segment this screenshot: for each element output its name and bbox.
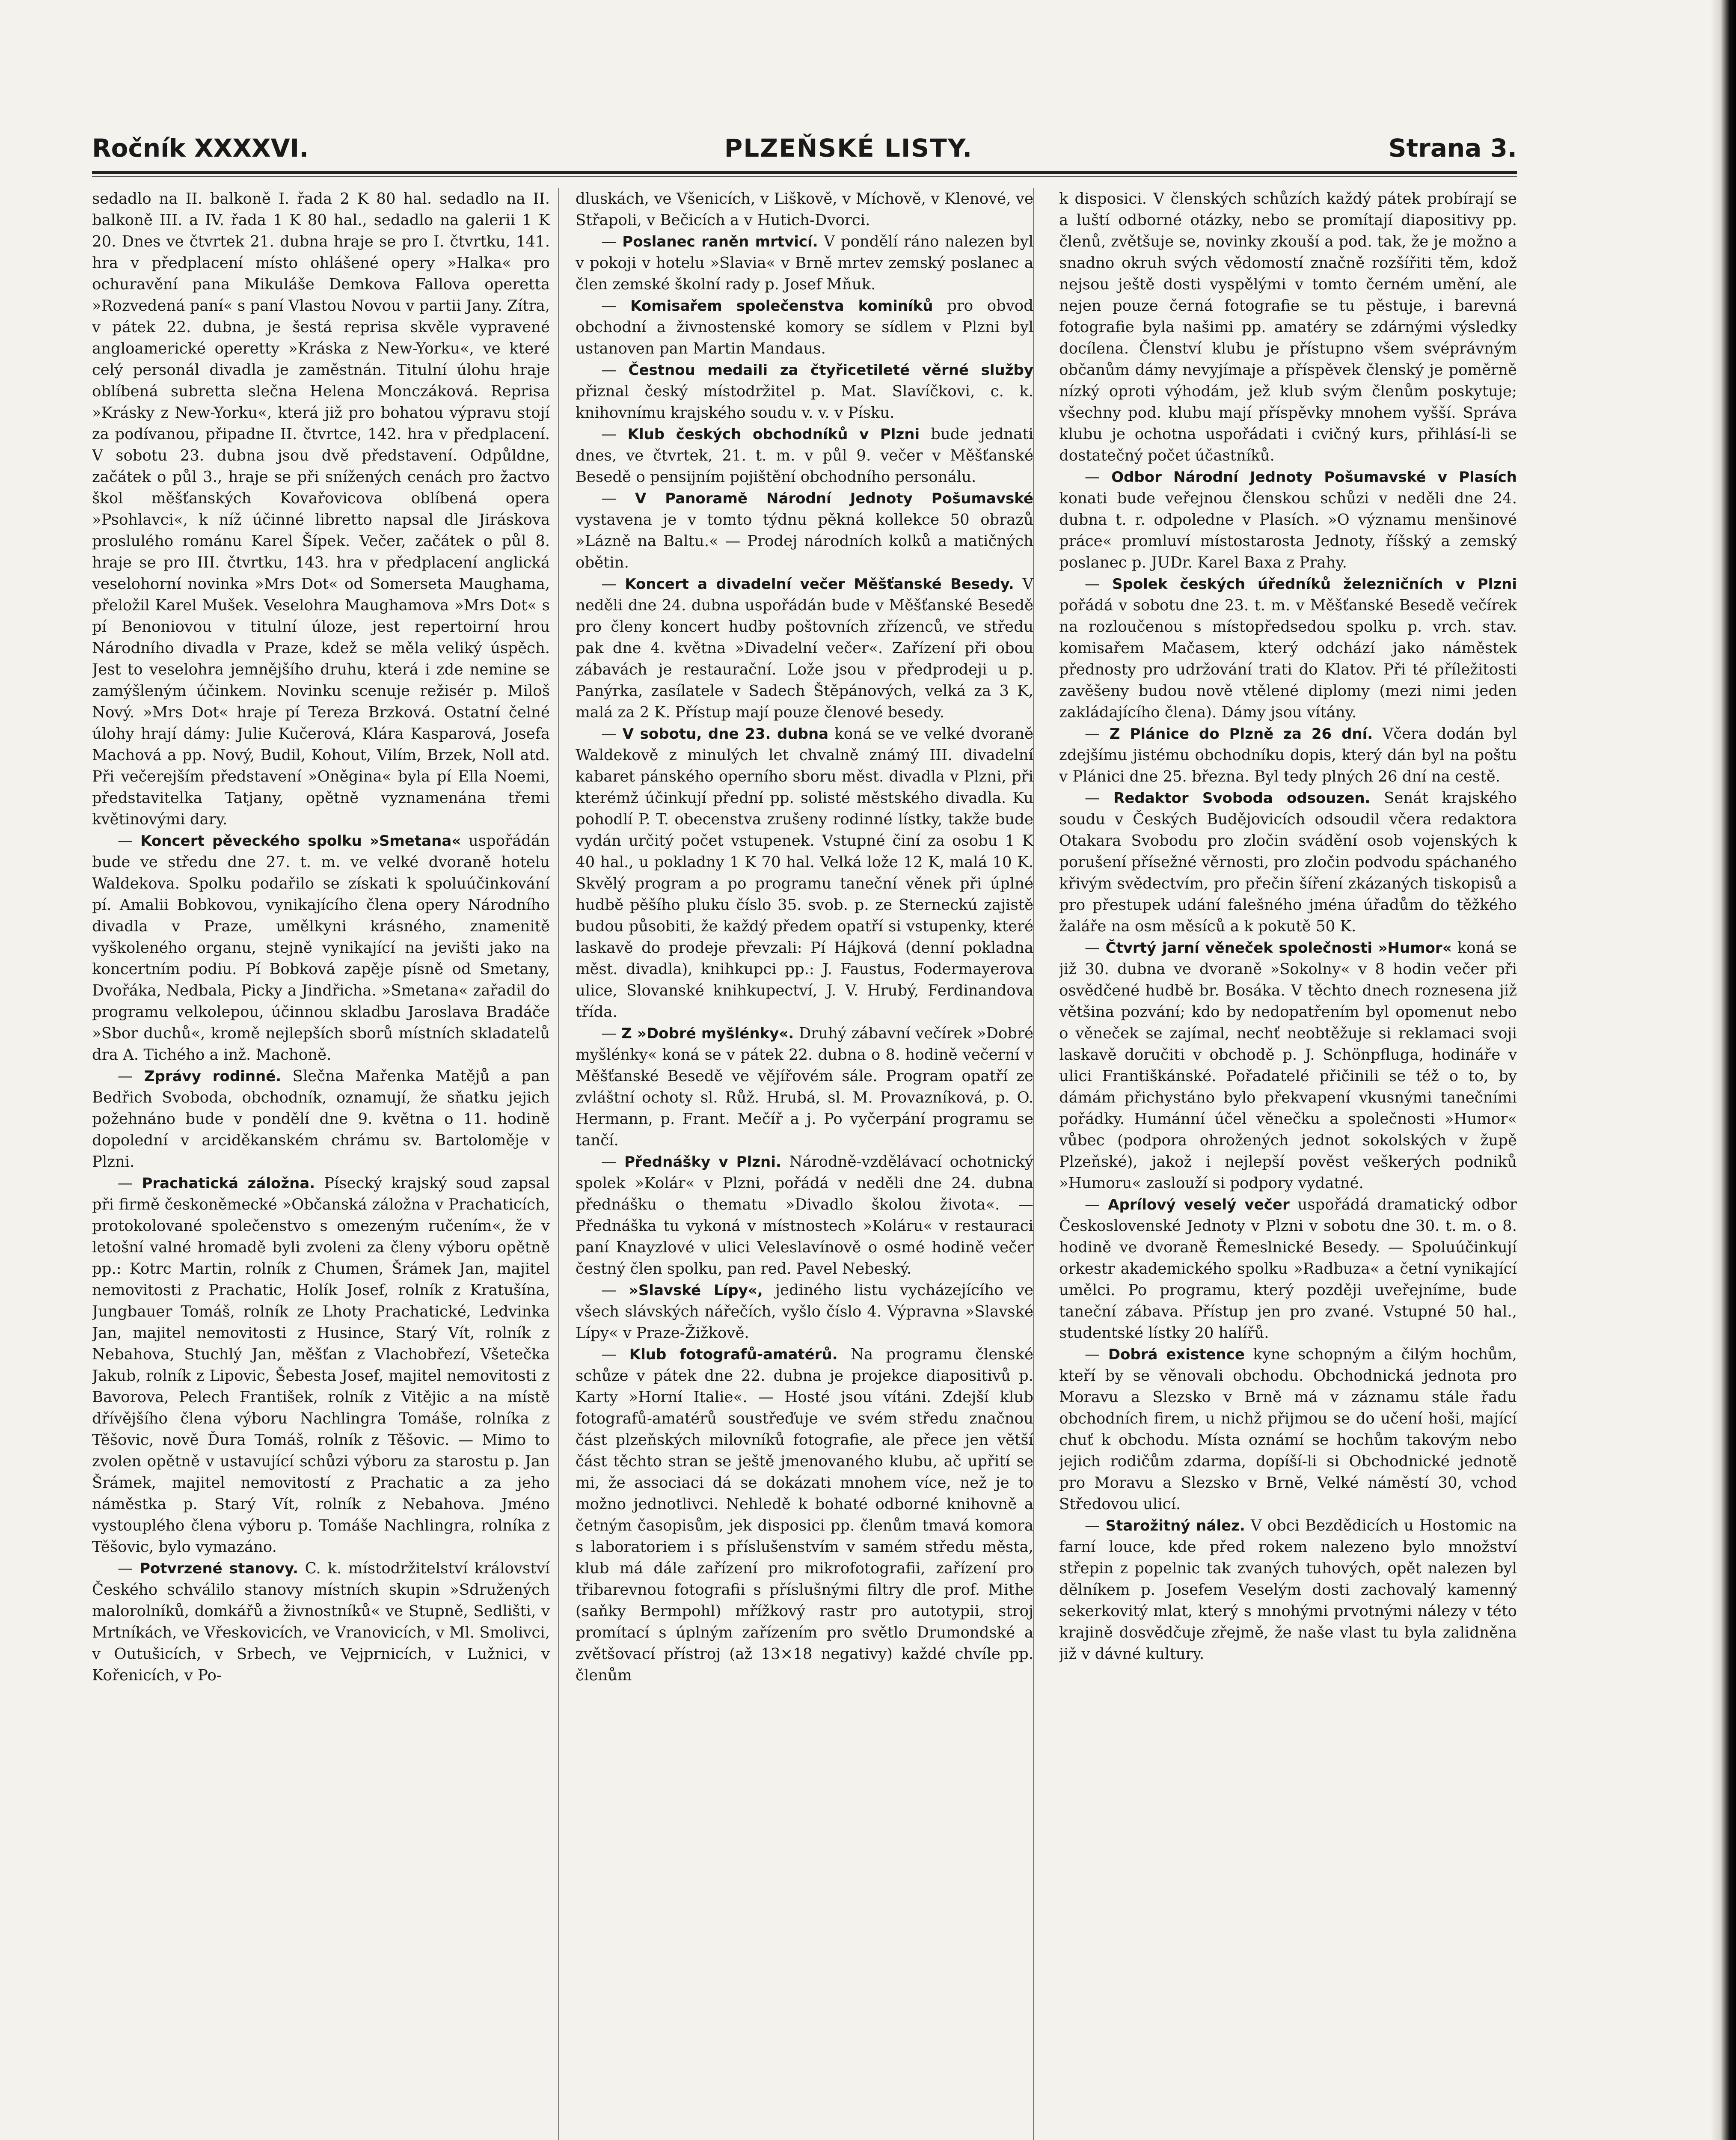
column-2: [576, 188, 1033, 2140]
article-text: V obci Bezdědicích u Hostomic na farní louce, kde před rokem nalezeno bylo množství střepin z popelnic tak zvaných tuhových, opět nalezen byl dělníkem p. Josefem Veselým dosti zachovalý kamenný sekerkovitý mlat, který s mnohými prvotnými nálezy v této krajině dosvědčuje zřejmě, že naše vlast tu byla zalidněna již v dávné kultury.: [1059, 1517, 1517, 1663]
article-text: dluskách, ve Všenicích, v Liškově, v Míchově, v Klenové, ve Střapoli, v Bečicích a v Hutich-Dvorci.: [576, 190, 1033, 229]
article-paragraph: — Přednášky v Plzni. Národně-vzdělávací ochotnický spolek »Kolár« v Plzni, pořádá v neděli dne 24. dubna přednášku o thematu »Divadlo školou života«. — Přednáška tu vykoná v místnostech »Koláru« v restauraci paní Knayzlové v ulici Veleslavínově o osmé hodině večer čestný člen spolku, pan red. Pavel Nebeský.: [576, 1153, 1033, 1278]
article-text: konati bude veřejnou členskou schůzi v neděli dne 24. dubna t. r. odpoledne v Plasích. »O významu menšinové práce« promluví místostarosta Jednoty, říšský a zemský poslanec p. JUDr. Karel Baxa z Prahy.: [1059, 490, 1517, 571]
article-headline: Komisařem společenstva kominíků: [630, 297, 933, 315]
article-text: kyne schopným a čilým hochům, kteří by se věnovali obchodu. Obchodnická jednota pro Moravu a Slezsko v Brně má v záznamu stále řadu obchodních firem, u nichž přijmou se do učení hoši, mající chuť k obchodu. Místa oznámí se hochům takovým nebo jejich rodičům zdarma, dopíší-li si Obchodnické jednotě pro Moravu a Slezsko v Brně, Velké náměstí 30, vchod Středovou ulicí.: [1059, 1346, 1517, 1513]
article-paragraph: — Redaktor Svoboda odsouzen. Senát krajského soudu v Českých Budějovicích odsoudil včera redaktora Otakara Svobodu pro zločin svádění osob vojenských k porušení přísežné věrnosti, pro zločin podvodu spáchaného křivým svědectvím, pro přečin šíření zkázaných tiskopisů a pro přestupek udání falešného jména úřadům do těžkého žaláře na osm měsíců a k pokutě 50 K.: [1059, 789, 1517, 935]
article-paragraph: — V Panoramě Národní Jednoty Pošumavské vystavena je v tomto týdnu pěkná kollekce 50 obrazů »Lázně na Baltu.« — Prodej národních kolků a matičných obětin.: [576, 490, 1033, 571]
article-paragraph: — Spolek českých úředníků železničních v Plzni pořádá v sobotu dne 23. t. m. v Měšťanské Besedě večírek na rozloučenou s místopředsedou spolku p. vrch. stav. komisařem Mačasem, který odchází jako náměstek přednosty pro udržování trati do Klatov. Při té příležitosti zavěšeny budou nově vtělené diplomy (mezi nimi jeden zakládajícího člena). Dámy jsou vítány.: [1059, 575, 1517, 721]
article-paragraph: — Komisařem společenstva kominíků pro obvod obchodní a živnostenské komory se sídlem v Plzni byl ustanoven pan Martin Mandaus.: [576, 297, 1033, 357]
article-headline: Klub českých obchodníků v Plzni: [627, 426, 920, 443]
article-text: Slečna Mařenka Matějů a pan Bedřich Svoboda, obchodník, oznamují, že sňatku jejich požehnáno bude v pondělí dne 9. května o 11. hodině dopolední v arciděkanském chrámu sv. Bartoloměje v Plzni.: [92, 1067, 550, 1171]
article-headline: Koncert pěveckého spolku »Smetana«: [140, 832, 461, 850]
article-paragraph: — V sobotu, dne 23. dubna koná se ve velké dvoraně Waldekově z minulých let chvalně známý III. divadelní kabaret pánského operního sboru měst. divadla v Plzni, při kterémž účinkují přední pp. solisté městského divadla. Ku pohodlí P. T. obecenstva zrušeny rodinné lístky, takže bude vydán určitý počet vstupenek. Vstupné činí za osobu 1 K 40 hal., u pokladny 1 K 70 hal. Velká lože 12 K, malá 10 K. Skvělý program a po programu taneční věnek při úplné hudbě pěšího pluku číslo 35. svob. p. ze Sterneckú zajistě budou působiti, že každý předem opatří si vstupenky, které laskavě do prodeje převzali: Pí Hájková (denní pokladna měst. divadla), knihkupci pp.: J. Faustus, Fodermayerova ulice, Slovanské knihkupectví, J. V. Hrubý, Ferdinandova třída.: [576, 725, 1033, 1021]
article-headline: Poslanec raněn mrtvicí.: [622, 233, 818, 250]
article-text: pro obvod obchodní a živnostenské komory se sídlem v Plzni byl ustanoven pan Martin Mandaus.: [576, 297, 1033, 357]
page-edge: [1710, 0, 1736, 2140]
article-text: Písecký krajský soud zapsal při firmě českoněmecké »Občanská záložna v Prachaticích, protokolované společenstvo s omezeným ručením«, že v letošní valné hromadě byli zvoleni za členy výboru opětně pp.: Kotrc Martin, rolník z Chumen, Šrámek Jan, majitel nemovitosti z Prachatic, Holík Josef, rolník z Kratušína, Jungbauer Tomáš, rolník ze Lhoty Prachatické, Ledvinka Jan, majitel nemovitosti z Husince, Starý Vít, rolník z Nebahova, Stuchlý Jan, měšťan z Vlachobřezí, Všetečka Jakub, rolník z Lipovic, Šebesta Josef, majitel nemovitosti z Bavorova, Pelech František, rolník z Vitějic a na místě dřívějšího člena výboru Nachlingra Tomáše, rolníka z Těšovic, nově Ďura Tomáš, rolník z Těšovic. — Mimo to zvolen opětně v ustavující schůzi výboru za starostu p. Jan Šrámek, majitel nemovitostí z Prachatic a za jeho náměstka p. Starý Vít, rolník z Nebahova. Jméno vystouplého člena výboru p. Tomáše Nachlingra, rolníka z Těšovic, bylo vymazáno.: [92, 1174, 550, 1556]
article-paragraph: [576, 188, 1033, 231]
article-text: jediného listu vycházejícího ve všech slávských nářečích, vyšlo číslo 4. Výpravna »Slavské Lípy« v Praze-Žižkově.: [576, 1281, 1033, 1342]
article-text: vystavena je v tomto týdnu pěkná kollekce 50 obrazů »Lázně na Baltu.« — Prodej národních kolků a matičných obětin.: [576, 511, 1033, 571]
article-text: sedadlo na II. balkoně I. řada 2 K 80 hal. sedadlo na II. balkoně III. a IV. řada 1 K 80 hal., sedadlo na galerii 1 K 20. Dnes ve čtvrtek 21. dubna hraje se pro I. čtvrtku, 141. hra v předplacení místo ohlášené opery »Halka« pro ochuravění pana Mikuláše Demkova Fallova operetta »Rozvedená paní« s paní Vlastou Novou v partii Jany. Zítra, v pátek 22. dubna, je šestá reprisa skvěle vypravené angloamerické operetty »Kráska z New-Yorku«, ve které celý personál divadla je zaměstnán. Titulní úlohu hraje oblíbená subretta slečna Helena Monczáková. Reprisa »Krásky z New-Yorku«, která již pro bohatou výpravu stojí za podívanou, připadne II. čtvrtce, 142. hra v předplacení. V sobotu 23. dubna jsou dvě představení. Odpůldne, začátek o půl 3., hraje se při snížených cenách pro žactvo škol měšťanských Kovařovicova oblíbená opera »Psohlavci«, k níž účinné libretto napsal dle Jiráskova proslulého románu Karel Šípek. Večer, začátek o půl 8. hraje se pro III. čtvrtku, 143. hra v předplacení anglická veselohorní novinka »Mrs Dot« od Somerseta Maughama, přeložil Karel Mušek. Veselohra Maughamova »Mrs Dot« s pí Benoniovou v titulní úloze, jest repertoirní hrou Národního divadla v Praze, kdež se měla veliký úspěch. Jest to veselohra jemnějšího druhu, která i zde nemine se zamýšleným účinkem. Novinku scenuje režisér p. Miloš Nový. »Mrs Dot« hraje pí Tereza Brzková. Ostatní čelné úlohy hrají dámy: Julie Kučerová, Klára Kasparová, Josefa Machová a pp. Nový, Budil, Kohout, Vilím, Brzek, Noll atd. Při večerejším představení »Oněgina« byla pí Ella Noemi, představitelka Tatjany, opětně vyznamenána třemi květinovými dary.: [92, 190, 550, 828]
article-headline: Aprílový veselý večer: [1108, 1196, 1290, 1213]
article-text: koná se již 30. dubna ve dvoraně »Sokolny« v 8 hodin večer při osvědčené hudbě br. Bosáka. V těchto dnech roznesena již většina pozvání; kdo by nedopatřením byl opomenut nebo o věneček se zajímal, nechť neobtěžuje si reklamaci svoji laskavě doručiti v obchodě p. J. Schönpfluga, hodináře v ulici Františkánské. Pořadatelé přičinili se též o to, by dámám přichystáno bylo překvapení vkusnými tanečními pořádky. Humánní účel věnečku a společnosti »Humor« vůbec (podpora ohrožených jednot sokolských v župě Plzeňské), jakož i nejlepší pověst veškerých podniků »Humoru« zaslouží si podpory vydatné.: [1059, 939, 1517, 1192]
article-text: V neděli dne 24. dubna uspořádán bude v Měšťanské Besedě pro členy koncert hudby poštovních zřízenců, ve středu pak dne 4. května »Divadelní večer«. Zařízení při obou zábavách je restaurační. Lože jsou v předprodeji u p. Panýrka, zasílatele v Sadech Štěpánových, velká za 3 K, malá za 2 K. Přístup mají pouze členové besedy.: [576, 575, 1033, 721]
article-headline: Koncert a divadelní večer Měšťanské Besedy.: [625, 576, 1014, 593]
article-headline: V sobotu, dne 23. dubna: [622, 725, 829, 743]
article-text: C. k. místodržitelství království Českého schválilo stanovy místních skupin »Sdružených malorolníků, domkářů a živnostníků« ve Stupně, Sedlišti, v Mrtníkách, ve Vřeskovicích, ve Vranovicích, v Ml. Smolivci, v Outušicích, v Srbech, ve Vejprnicích, v Lužnici, v Kořenicích, v Po-: [92, 1560, 550, 1684]
article-headline: Z »Dobré myšlénky«.: [621, 1025, 794, 1042]
article-paragraph: — Starožitný nález. V obci Bezdědicích u Hostomic na farní louce, kde před rokem nalezeno bylo množství střepin z popelnic tak zvaných tuhových, opět nalezen byl dělníkem p. Josefem Veselým dosti zachovalý kamenný sekerkovitý mlat, který s mnohými prvotnými nálezy v této krajině dosvědčuje zřejmě, že naše vlast tu byla zalidněna již v dávné kultury.: [1059, 1517, 1517, 1663]
article-text: Druhý zábavní večírek »Dobré myšlénky« koná se v pátek 22. dubna o 8. hodině večerní v Měšťanské Besedě ve vějířovém sále. Program opatří ze zvláštní ochoty sl. Růž. Hrubá, sl. M. Provazníková, p. O. Hermann, p. Frant. Mečíř a j. Po vyčerpání programu se tančí.: [576, 1025, 1033, 1149]
article-paragraph: [1059, 188, 1517, 467]
article-text: V pondělí ráno nalezen byl v pokoji v hotelu »Slavia« v Brně mrtev zemský poslanec a člen zemské školní rady p. Josef Mňuk.: [576, 233, 1033, 293]
article-paragraph: — Z »Dobré myšlénky«. Druhý zábavní večírek »Dobré myšlénky« koná se v pátek 22. dubna o 8. hodině večerní v Měšťanské Besedě ve vějířovém sále. Program opatří ze zvláštní ochoty sl. Růž. Hrubá, sl. M. Provazníková, p. O. Hermann, p. Frant. Mečíř a j. Po vyčerpání programu se tančí.: [576, 1025, 1033, 1149]
column-1: [92, 188, 550, 2140]
column-divider: [558, 188, 559, 2140]
volume-label: Ročník XXXXVI.: [92, 134, 309, 163]
column-3: [1059, 188, 1517, 2140]
article-text: uspořádá dramatický odbor Československé Jednoty v Plzni v sobotu dne 30. t. m. o 8. hodině ve dvoraně Řemeslnické Besedy. — Spoluúčinkují orkestr akademického spolku »Radbuza« a četní vynikající umělci. Po programu, který později uveřejníme, bude taneční zábava. Přístup jen pro zvané. Vstupné 50 hal., studentské lístky 20 halířů.: [1059, 1196, 1517, 1342]
article-text: k disposici. V členských schůzích každý pátek probírají se a luští odborné otázky, nebo se promítají diapositivy pp. členů, zvětšuje se, novinky zkouší a pod. tak, že je možno a snadno okruh svých vědomostí značně rozšířiti těm, kdož nejsou ještě dosti vyspělými v tomto černém umění, ale nejen pouze černá fotografie se tu pěstuje, i barevná fotografie byla našimi pp. amatéry se zdárnými výsledky docílena. Členství klubu je přístupno všem svéprávným občanům dámy nevyjímaje a příspěvek členský je poměrně nízký oproti výhodám, jež klub svým členům poskytuje; všechny pod. klubu mají příspěvky mnohem vyšší. Správa klubu je ochotna uspořádati i cvičný kurs, přihlásí-li se dostatečný počet účastníků.: [1059, 190, 1517, 464]
article-paragraph: — Čestnou medaili za čtyřicetileté věrné služby přiznal český místodržitel p. Mat. Slavíčkovi, c. k. knihovnímu krajského soudu v. v. v Písku.: [576, 361, 1033, 422]
article-text: Včera dodán byl zdejšímu jistému obchodníku dopis, který dán byl na poštu v Plánici dne 25. března. Byl tedy plných 26 dní na cestě.: [1059, 725, 1517, 785]
article-paragraph: — Poslanec raněn mrtvicí. V pondělí ráno nalezen byl v pokoji v hotelu »Slavia« v Brně mrtev zemský poslanec a člen zemské školní rady p. Josef Mňuk.: [576, 233, 1033, 293]
article-text: Senát krajského soudu v Českých Budějovicích odsoudil včera redaktora Otakara Svobodu pro zločin svádění osob vojenských k porušení přísežné věrnosti, pro zločin podvodu spáchaného křivým svědectvím, pro přečin šíření zkázaných tiskopisů a pro přestupek udání falešného jména úřadům do těžkého žaláře na osm měsíců a k pokutě 50 K.: [1059, 789, 1517, 935]
article-headline: Spolek českých úředníků železničních v Plzni: [1112, 576, 1517, 593]
page-header: [92, 128, 1517, 163]
article-headline: V Panoramě Národní Jednoty Pošumavské: [635, 490, 1033, 507]
page-number: Strana 3.: [1388, 134, 1517, 163]
article-headline: Starožitný nález.: [1105, 1517, 1245, 1534]
article-text: uspořádán bude ve středu dne 27. t. m. ve velké dvoraně hotelu Waldekova. Spolku podařilo se získati k spoluúčinkování pí. Amalii Bobkovou, vynikajícího člena opery Národního divadla v Praze, umělkyni krásného, znamenitě vyškoleného organu, stejně vynikající na jevišti jako na koncertním podiu. Pí Bobková zapěje písně od Smetany, Dvořáka, Nedbala, Picky a Jindřicha. »Smetana« zařadil do programu velkolepou, účinnou skladbu Jaroslava Bradáče »Sbor duchů«, kromě nejlepších sborů místních skladatelů dra A. Tichého a inž. Machoně.: [92, 832, 550, 1064]
article-headline: »Slavské Lípy«,: [629, 1282, 763, 1299]
article-text: koná se ve velké dvoraně Waldekově z minulých let chvalně známý III. divadelní kabaret pánského operního sboru měst. divadla v Plzni, při kterémž účinkují přední pp. solisté městského divadla. Ku pohodlí P. T. obecenstva zrušeny rodinné lístky, takže bude vydán určitý počet vstupenek. Vstupné činí za osobu 1 K 40 hal., u pokladny 1 K 70 hal. Velká lože 12 K, malá 10 K. Skvělý program a po programu taneční věnek při úplné hudbě pěšího pluku číslo 35. svob. p. ze Sterneckú zajistě budou působiti, že každý předem opatří si vstupenky, které laskavě do prodeje převzali: Pí Hájková (denní pokladna měst. divadla), knihkupci pp.: J. Faustus, Fodermayerova ulice, Slovanské knihkupectví, J. V. Hrubý, Ferdinandova třída.: [576, 725, 1033, 1021]
article-paragraph: [92, 188, 550, 830]
article-headline: Čestnou medaili za čtyřicetileté věrné služby: [628, 362, 1033, 379]
article-paragraph: — »Slavské Lípy«, jediného listu vycházejícího ve všech slávských nářečích, vyšlo číslo 4. Výpravna »Slavské Lípy« v Praze-Žižkově.: [576, 1281, 1033, 1342]
column-divider: [1033, 188, 1034, 2140]
article-headline: Redaktor Svoboda odsouzen.: [1113, 790, 1371, 807]
article-paragraph: — Koncert a divadelní večer Měšťanské Besedy. V neděli dne 24. dubna uspořádán bude v Měšťanské Besedě pro členy koncert hudby poštovních zřízenců, ve středu pak dne 4. května »Divadelní večer«. Zařízení při obou zábavách je restaurační. Lože jsou v předprodeji u p. Panýrka, zasílatele v Sadech Štěpánových, velká za 3 K, malá za 2 K. Přístup mají pouze členové besedy.: [576, 575, 1033, 721]
article-paragraph: — Koncert pěveckého spolku »Smetana« uspořádán bude ve středu dne 27. t. m. ve velké dvoraně hotelu Waldekova. Spolku podařilo se získati k spoluúčinkování pí. Amalii Bobkovou, vynikajícího člena opery Národního divadla v Praze, umělkyni krásného, znamenitě vyškoleného organu, stejně vynikající na jevišti jako na koncertním podiu. Pí Bobková zapěje písně od Smetany, Dvořáka, Nedbala, Picky a Jindřicha. »Smetana« zařadil do programu velkolepou, účinnou skladbu Jaroslava Bradáče »Sbor duchů«, kromě nejlepších sborů místních skladatelů dra A. Tichého a inž. Machoně.: [92, 832, 550, 1064]
article-text: pořádá v sobotu dne 23. t. m. v Měšťanské Besedě večírek na rozloučenou s místopředsedou spolku p. vrch. stav. komisařem Mačasem, který odchází jako náměstek přednosty pro udržování trati do Klatov. Při té příležitosti zavěšeny budou nově vtělené diplomy (mezi nimi jeden zakládajícího člena). Dámy jsou vítány.: [1059, 597, 1517, 721]
article-headline: Zprávy rodinné.: [144, 1068, 282, 1085]
article-text: bude jednati dnes, ve čtvrtek, 21. t. m. v půl 9. večer v Měšťanské Besedě o pensijním pojištění obchodního personálu.: [576, 425, 1033, 486]
header-rule: [92, 171, 1517, 174]
header-rule-thin: [92, 176, 1517, 177]
article-headline: Odbor Národní Jednoty Pošumavské v Plasích: [1111, 469, 1517, 486]
article-paragraph: — Potvrzené stanovy. C. k. místodržitelství království Českého schválilo stanovy místních skupin »Sdružených malorolníků, domkářů a živnostníků« ve Stupně, Sedlišti, v Mrtníkách, ve Vřeskovicích, ve Vranovicích, v Ml. Smolivci, v Outušicích, v Srbech, ve Vejprnicích, v Lužnici, v Kořenicích, v Po-: [92, 1560, 550, 1684]
article-paragraph: — Zprávy rodinné. Slečna Mařenka Matějů a pan Bedřich Svoboda, obchodník, oznamují, že sňatku jejich požehnáno bude v pondělí dne 9. května o 11. hodině dopolední v arciděkanském chrámu sv. Bartoloměje v Plzni.: [92, 1067, 550, 1171]
article-text: Národně-vzdělávací ochotnický spolek »Kolár« v Plzni, pořádá v neděli dne 24. dubna přednášku o thematu »Divadlo školou života«. — Přednáška tu vykoná v místnostech »Koláru« v restauraci paní Knayzlové v ulici Veleslavínově o osmé hodině večer čestný člen spolku, pan red. Pavel Nebeský.: [576, 1153, 1033, 1278]
article-text: Na programu členské schůze v pátek dne 22. dubna je projekce diapositivů p. Karty »Horní Italie«. — Hosté jsou vítáni. Zdejší klub fotografů-amatérů soustřeďuje ve svém středu značnou část plzeňských milovníků fotografie, ale přece jen větší část těchto stran se ještě jmenovaného klubu, ač upřití se mi, že associaci dá se dokázati mnohem více, než je to možno jednotlivci. Nehledě k bohaté odborné knihovně a četným časopisům, jek disposici pp. členům tmavá komora s laboratoriem i s příslušenstvím v samém středu města, klub má dále zařízení pro mikrofotografii, zařízení pro třibarevnou fotografii s příslušnými filtry dle prof. Mithe (saňky Bermpohl) mřížkový rastr pro autotypii, stroj promítací s úplným zařízením pro světlo Drumondské a zvětšovací přístroj (až 13×18 negativy) každé chvíle pp. členům: [576, 1346, 1033, 1684]
article-paragraph: — Odbor Národní Jednoty Pošumavské v Plasích konati bude veřejnou členskou schůzi v neděli dne 24. dubna t. r. odpoledne v Plasích. »O významu menšinové práce« promluví místostarosta Jednoty, říšský a zemský poslanec p. JUDr. Karel Baxa z Prahy.: [1059, 468, 1517, 571]
newspaper-title: PLZEŇSKÉ LISTY.: [724, 134, 973, 163]
article-headline: Klub fotografů-amatérů.: [629, 1346, 838, 1363]
article-headline: Dobrá existence: [1108, 1346, 1245, 1363]
article-paragraph: — Dobrá existence kyne schopným a čilým hochům, kteří by se věnovali obchodu. Obchodnická jednota pro Moravu a Slezsko v Brně má v záznamu stále řadu obchodních firem, u nichž přijmou se do učení hoši, mající chuť k obchodu. Místa oznámí se hochům takovým nebo jejich rodičům zdarma, dopíší-li si Obchodnické jednotě pro Moravu a Slezsko v Brně, Velké náměstí 30, vchod Středovou ulicí.: [1059, 1346, 1517, 1513]
article-columns: [92, 188, 1517, 2140]
article-headline: Z Plánice do Plzně za 26 dní.: [1109, 725, 1373, 743]
article-paragraph: — Klub českých obchodníků v Plzni bude jednati dnes, ve čtvrtek, 21. t. m. v půl 9. večer v Měšťanské Besedě o pensijním pojištění obchodního personálu.: [576, 425, 1033, 486]
article-paragraph: — Prachatická záložna. Písecký krajský soud zapsal při firmě českoněmecké »Občanská záložna v Prachaticích, protokolované společenstvo s omezeným ručením«, že v letošní valné hromadě byli zvoleni za členy výboru opětně pp.: Kotrc Martin, rolník z Chumen, Šrámek Jan, majitel nemovitosti z Prachatic, Holík Josef, rolník z Kratušína, Jungbauer Tomáš, rolník ze Lhoty Prachatické, Ledvinka Jan, majitel nemovitosti z Husince, Starý Vít, rolník z Nebahova, Stuchlý Jan, měšťan z Vlachobřezí, Všetečka Jakub, rolník z Lipovic, Šebesta Josef, majitel nemovitosti z Bavorova, Pelech František, rolník z Vitějic a na místě dřívějšího člena výboru Nachlingra Tomáše, rolníka z Těšovic, nově Ďura Tomáš, rolník z Těšovic. — Mimo to zvolen opětně v ustavující schůzi výboru za starostu p. Jan Šrámek, majitel nemovitostí z Prachatic a za jeho náměstka p. Starý Vít, rolník z Nebahova. Jméno vystouplého člena výboru p. Tomáše Nachlingra, rolníka z Těšovic, bylo vymazáno.: [92, 1174, 550, 1556]
article-headline: Přednášky v Plzni.: [624, 1153, 781, 1171]
article-headline: Prachatická záložna.: [142, 1175, 315, 1192]
article-headline: Čtvrtý jarní věneček společnosti »Humor«: [1105, 939, 1452, 957]
article-paragraph: — Klub fotografů-amatérů. Na programu členské schůze v pátek dne 22. dubna je projekce diapositivů p. Karty »Horní Italie«. — Hosté jsou vítáni. Zdejší klub fotografů-amatérů soustřeďuje ve svém středu značnou část plzeňských milovníků fotografie, ale přece jen větší část těchto stran se ještě jmenovaného klubu, ač upřití se mi, že associaci dá se dokázati mnohem více, než je to možno jednotlivci. Nehledě k bohaté odborné knihovně a četným časopisům, jek disposici pp. členům tmavá komora s laboratoriem i s příslušenstvím v samém středu města, klub má dále zařízení pro mikrofotografii, zařízení pro třibarevnou fotografii s příslušnými filtry dle prof. Mithe (saňky Bermpohl) mřížkový rastr pro autotypii, stroj promítací s úplným zařízením pro světlo Drumondské a zvětšovací přístroj (až 13×18 negativy) každé chvíle pp. členům: [576, 1346, 1033, 1684]
article-headline: Potvrzené stanovy.: [139, 1560, 299, 1577]
article-paragraph: — Z Plánice do Plzně za 26 dní. Včera dodán byl zdejšímu jistému obchodníku dopis, který dán byl na poštu v Plánici dne 25. března. Byl tedy plných 26 dní na cestě.: [1059, 725, 1517, 785]
article-text: přiznal český místodržitel p. Mat. Slavíčkovi, c. k. knihovnímu krajského soudu v. v. v Písku.: [576, 383, 1033, 422]
article-paragraph: — Čtvrtý jarní věneček společnosti »Humor« koná se již 30. dubna ve dvoraně »Sokolny« v 8 hodin večer při osvědčené hudbě br. Bosáka. V těchto dnech roznesena již většina pozvání; kdo by nedopatřením byl opomenut nebo o věneček se zajímal, nechť neobtěžuje si reklamaci svoji laskavě doručiti v obchodě p. J. Schönpfluga, hodináře v ulici Františkánské. Pořadatelé přičinili se též o to, by dámám přichystáno bylo překvapení vkusnými tanečními pořádky. Humánní účel věnečku a společnosti »Humor« vůbec (podpora ohrožených jednot sokolských v župě Plzeňské), jakož i nejlepší pověst veškerých podniků »Humoru« zaslouží si podpory vydatné.: [1059, 939, 1517, 1192]
article-paragraph: — Aprílový veselý večer uspořádá dramatický odbor Československé Jednoty v Plzni v sobotu dne 30. t. m. o 8. hodině ve dvoraně Řemeslnické Besedy. — Spoluúčinkují orkestr akademického spolku »Radbuza« a četní vynikající umělci. Po programu, který později uveřejníme, bude taneční zábava. Přístup jen pro zvané. Vstupné 50 hal., studentské lístky 20 halířů.: [1059, 1196, 1517, 1342]
